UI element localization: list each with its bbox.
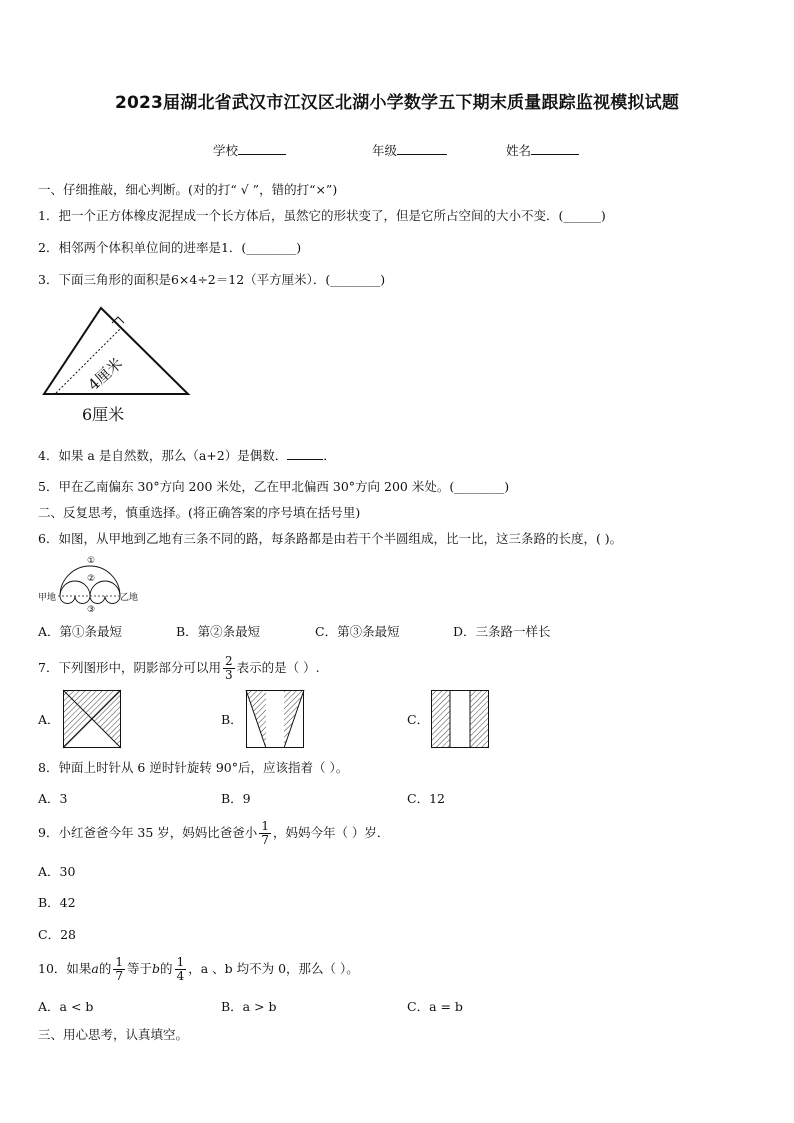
question-8: 8．钟面上时针从 6 逆时针旋转 90°后，应该指着（ ）。 [38,760,349,775]
q6-option-c[interactable]: C．第③条最短 [315,624,400,639]
q8-option-b[interactable]: B．9 [221,791,251,806]
question-4-blank[interactable] [287,447,323,460]
q10-option-c[interactable]: C．a = b [407,999,463,1014]
q7-figure-c [431,690,489,748]
q7-fraction: $\frac{2}{3}$ [224,654,233,682]
question-10-end: ，a 、b 均不为 0，那么（ ）。 [188,961,359,976]
q8-option-c[interactable]: C．12 [407,791,445,806]
question-9 [38,820,389,847]
q10-var-b: b [152,961,161,976]
routes-figure [38,556,148,615]
q8-option-a[interactable]: A．3 [38,791,68,806]
question-10-text: 10．如果 [38,961,92,976]
q10-of: 的 [98,961,112,976]
name-field [506,141,579,159]
question-4-end: ． [323,448,336,463]
school-field [213,141,286,159]
grade-blank[interactable] [397,142,447,155]
start-label: 甲地 [38,593,57,603]
q6-option-d[interactable]: D．三条路一样长 [453,624,551,639]
question-7-text: 7．下列图形中，阴影部分可以用 [38,660,221,675]
triangle-base-label: 6厘米 [82,405,125,424]
name-blank[interactable] [531,142,579,155]
section1-heading: 一、仔细推敲，细心判断。(对的打“ √ ”，错的打“×”) [38,182,338,197]
grade-label: 年级 [372,143,398,158]
route2-label: ② [87,574,96,584]
q10-option-b[interactable]: B．a > b [221,999,277,1014]
question-4 [38,447,336,464]
q9-option-a[interactable]: A．30 [38,864,76,879]
q6-option-b[interactable]: B．第②条最短 [176,624,261,639]
question-10 [38,956,359,983]
question-5: 5．甲在乙南偏东 30°方向 200 米处，乙在甲北偏西 30°方向 200 米处。(________) [38,479,510,494]
route1-label: ① [87,556,96,566]
question-1: 1．把一个正方体橡皮泥捏成一个长方体后，虽然它的形状变了，但是它所占空间的大小不变．(______) [38,208,606,223]
question-4-text: 4．如果 a 是自然数，那么（a+2）是偶数． [38,448,288,463]
school-label: 学校 [213,143,239,158]
question-7-end: 表示的是（ ）. [236,660,320,675]
route3-label: ③ [87,605,96,615]
question-3: 3．下面三角形的面积是6×4÷2＝12（平方厘米）．(________) [38,272,386,287]
q10-var-a: a [91,961,99,976]
school-blank[interactable] [238,142,286,155]
q10-equals: 等于 [127,961,153,976]
grade-field [372,141,447,159]
q7-option-b[interactable]: B． [221,712,243,727]
q7-figure-b [246,690,304,748]
triangle-figure [40,300,200,430]
q10-of-2: 的 [160,961,173,976]
question-6: 6．如图，从甲地到乙地有三条不同的路，每条路都是由若干个半圆组成，比一比，这三条路的长度，( )。 [38,531,623,546]
question-2: 2．相邻两个体积单位间的进率是1．(________) [38,240,302,255]
q9-option-b[interactable]: B．42 [38,895,76,910]
question-9-end: ，妈妈今年（ ）岁． [272,825,390,840]
q6-option-a[interactable]: A．第①条最短 [38,624,123,639]
q10-option-a[interactable]: A．a < b [38,999,94,1014]
triangle-side-label: 4厘米 [84,354,126,395]
q7-option-a[interactable]: A． [38,712,60,727]
question-7 [38,655,320,682]
section2-heading: 二、反复思考，慎重选择。(将正确答案的序号填在括号里) [38,505,361,520]
q9-fraction: $\frac{1}{7}$ [261,819,269,847]
q7-option-c[interactable]: C． [407,712,430,727]
question-9-text: 9．小红爸爸今年 35 岁，妈妈比爸爸小 [38,825,258,840]
name-label: 姓名 [506,143,532,158]
end-label: 乙地 [120,593,139,603]
q9-option-c[interactable]: C．28 [38,927,76,942]
page-title: 2023届湖北省武汉市江汉区北湖小学数学五下期末质量跟踪监视模拟试题 [114,93,680,113]
q10-fraction-1: $\frac{1}{7}$ [115,955,124,983]
q7-figure-a [63,690,121,748]
q10-fraction-2: $\frac{1}{4}$ [176,955,185,983]
section3-heading: 三、用心思考，认真填空。 [38,1027,189,1042]
